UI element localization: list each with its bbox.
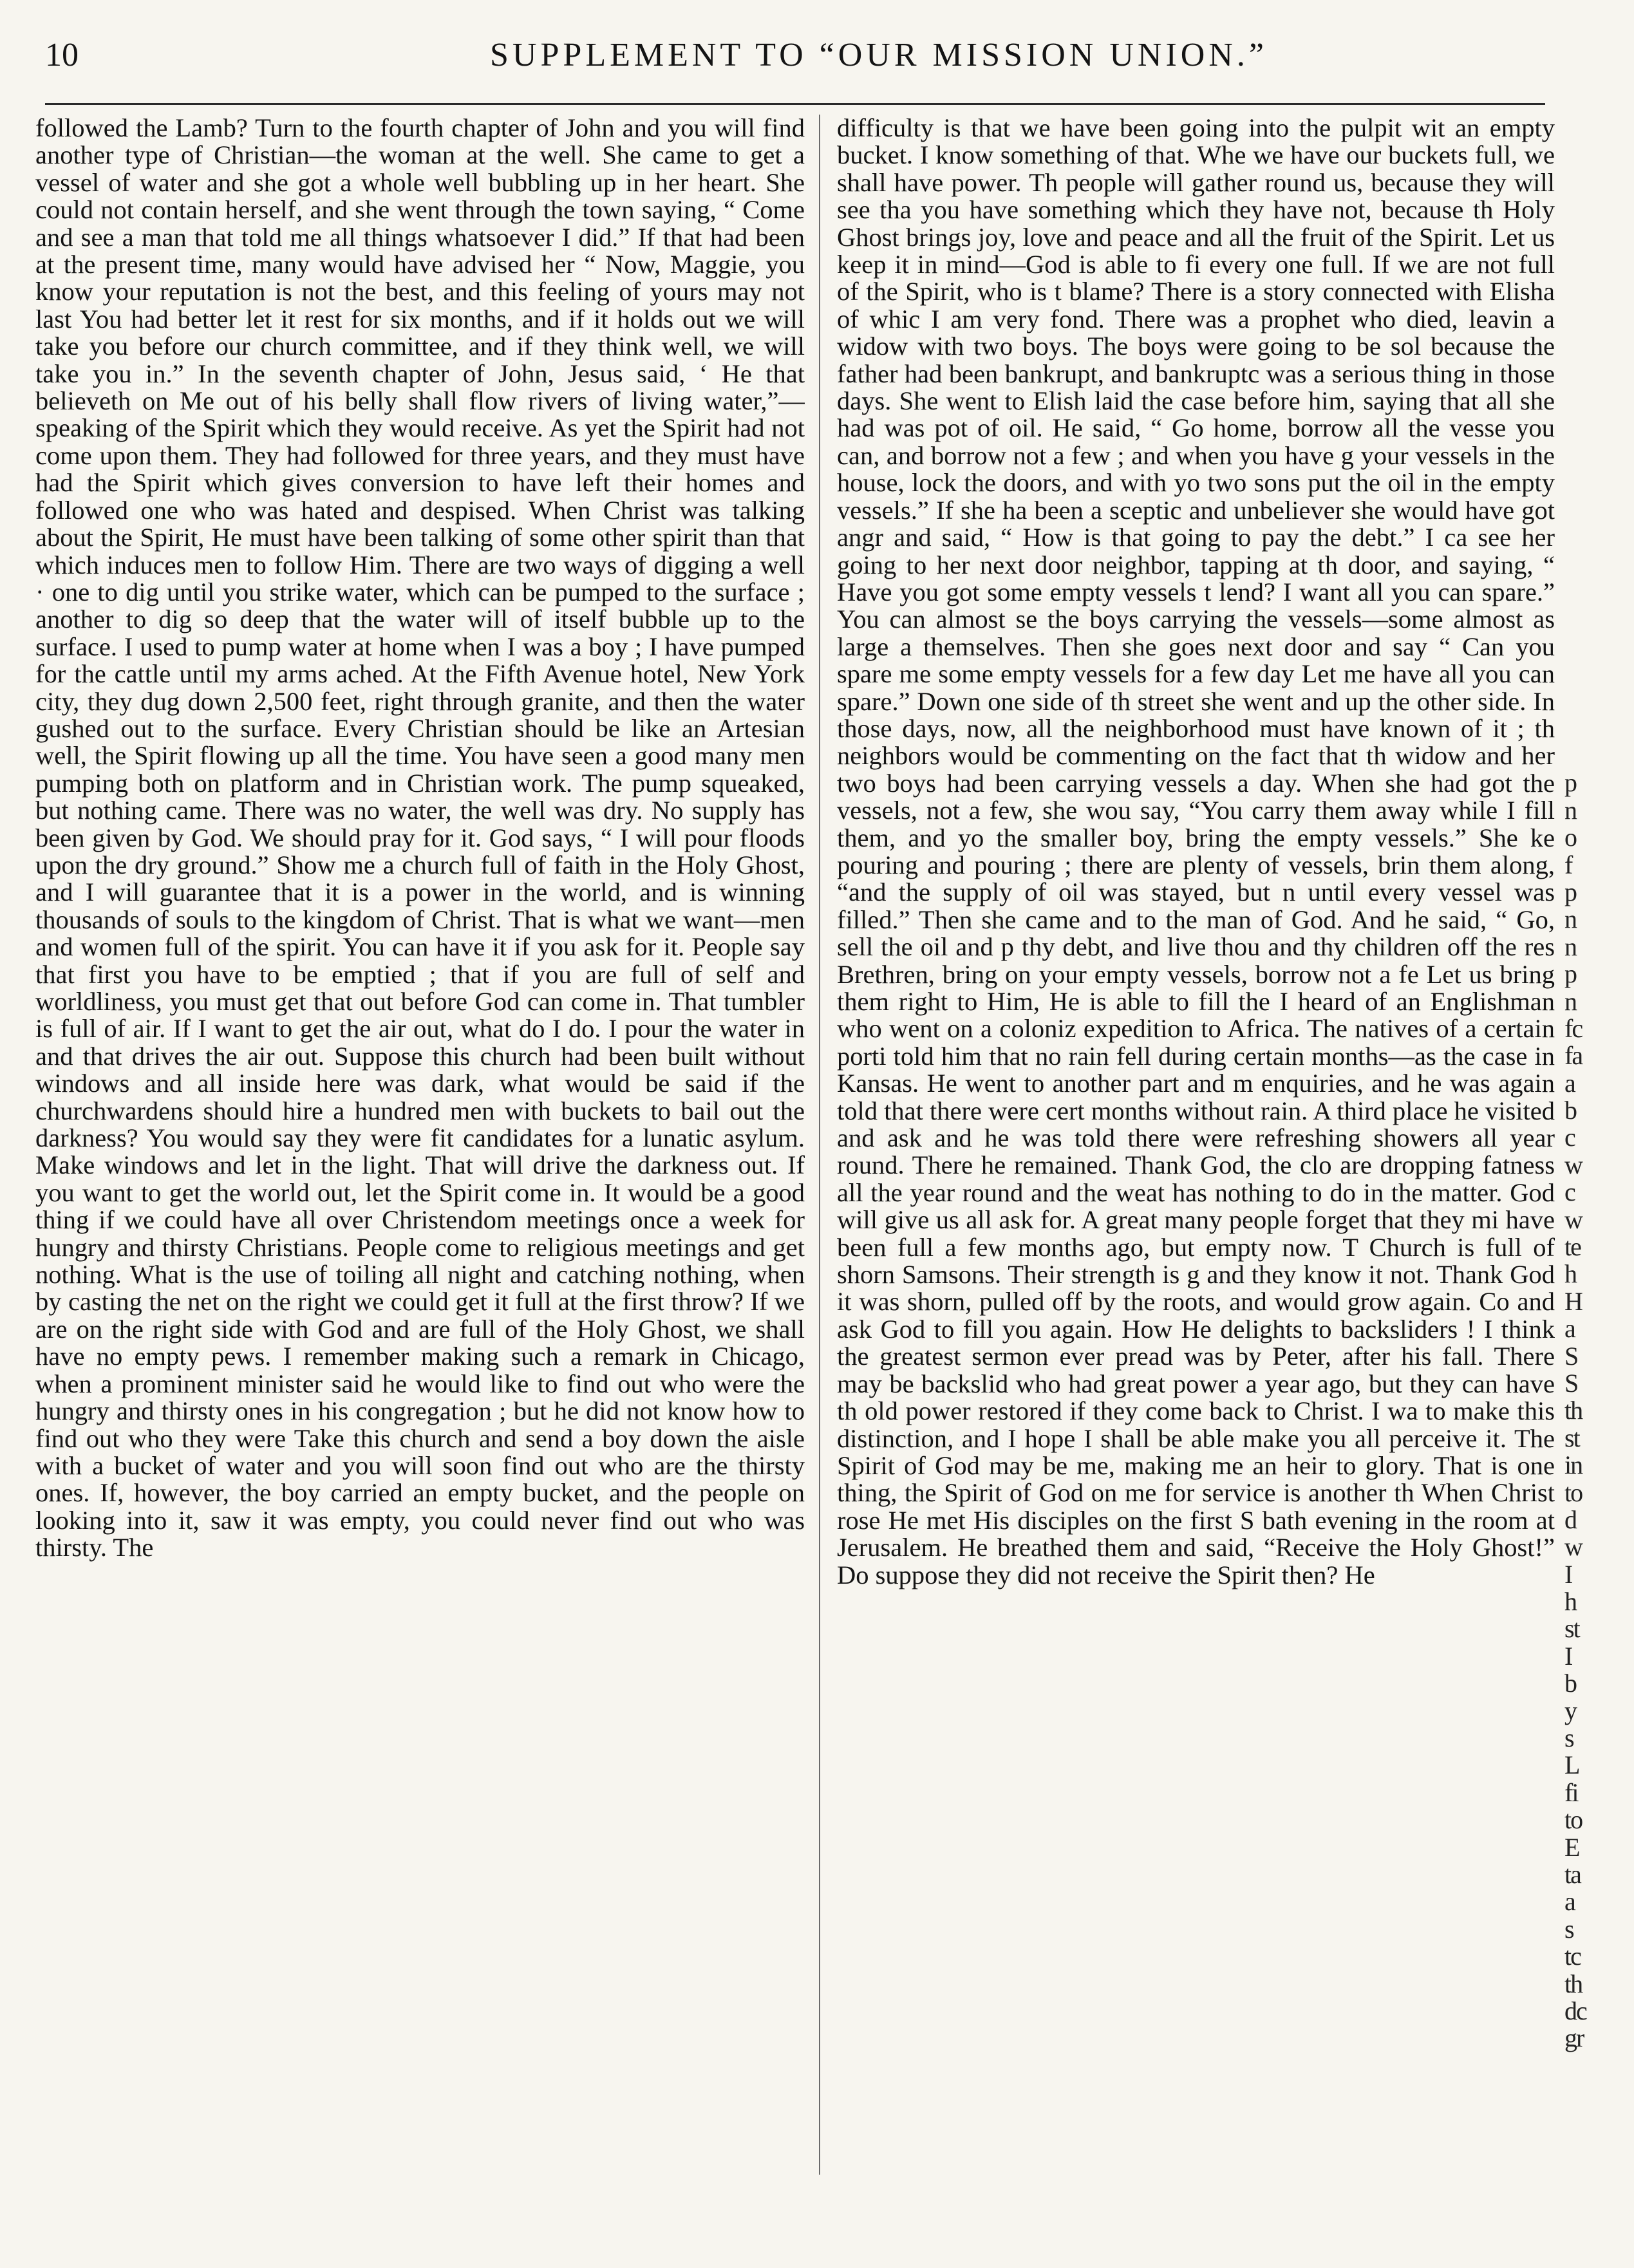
edge-fragment [1564,142,1622,169]
edge-fragment: o [1564,823,1576,852]
edge-fragment: a [1564,1068,1575,1098]
edge-fragment: in [1564,1450,1582,1480]
right-column-text: difficulty is that we have been going into the pulpit wit an empty bucket. I know something of that. Whe we have our buckets full, we shall have power. Th people will gather round us, because they will see tha you have something which they have not, because th Holy Ghost brings joy, love and peace and all the fruit of the Spirit. Let us keep it in mind—God is able to fi every one full. If we are not full of the Spirit, who is t blame? There is a story connected with Elisha of whic I am very fond. There was a prophet who died, leavin a widow with two boys. The boys were going to be sol because the father had been bankrupt, and bankruptc was a serious thing in those days. She went to Elish laid the case before him, saying that all she had was pot of oil. He said, “ Go home, borrow all the vesse you can, and borrow not a few ; and when you have g your vessels in the house, lock the doors, and with yo two sons put the oil in the empty vessels.” If she ha been a sceptic and unbeliever she would have got angr and said, “ How is that going to pay the debt.” I ca see her going to her next door neighbor, tapping at th door, and saying, “ Have you got some empty vessels t lend? I want all you can spare.” You can almost se the boys carrying the vessels—some almost as large a themselves. Then she goes next door and say “ Can you spare me some empty vessels for a few day Let me have all you can spare.” Down one side of th street she went and up the other side. In those days, now, all the neighborhood must have known of it ; th neighbors would be commenting on the fact that th widow and her two boys had been carrying vessels a day. When she had got the vessels, not a few, she wou say, “You carry them away while I fill them, and yo the smaller boy, bring the empty vessels.” She ke pouring and pouring ; there are plenty of vessels, brin them along, “and the supply of oil was stayed, but n until every vessel was filled.” Then she came and to the man of God. And he said, “ Go, sell the oil and p thy debt, and live thou and thy children off the res Brethren, bring on your empty vessels, borrow not a fe Let us bring them right to Him, He is able to fill the I heard of an Englishman who went on a coloniz expedition to Africa. The natives of a certain porti told him that no rain fell during certain months—as the case in Kansas. He went to another part and m enquiries, and he was again told that there were cert months without rain. A third place he visited and ask and he was told there were refreshing showers all year round. There he remained. Thank God, the clo are dropping fatness all the year round and the weat has nothing to do in the matter. God will give us all ask for. A great many people forget that they mi have been full a few months ago, but empty now. T Church is full of shorn Samsons. Their strength is g and they know it not. Thank God it was shorn, pulled off by the roots, and would grow again. Co and ask God to fill you again. How He delights to backsliders ! I think the greatest sermon ever pread was by Peter, after his fall. There may be backslid who had great power a year ago, but they can have th old power restored if they come back to Christ. I wa to make this distinction, and I hope I shall be able make you all perceive it. The Spirit of God may be me, making me an heir to glory. That is one thing, the Spirit of God on me for service is another th When Christ rose He met His disciples on the first S bath evening in the room at Jerusalem. He breathed them and said, “Receive the Holy Ghost!” Do suppose they did not receive the Spirit then? He [837,115,1555,1589]
column-divider [819,115,820,2175]
edge-fragment [1564,306,1622,333]
edge-fragment: tc [1564,1942,1581,1971]
edge-fragment: to [1564,1477,1582,1507]
edge-fragment: h [1564,1587,1576,1617]
edge-fragment: fc [1564,1013,1582,1043]
edge-fragment: b [1564,1669,1576,1698]
edge-fragment [1564,496,1622,523]
edge-fragment: b [1564,1096,1576,1125]
edge-fragment: a [1564,1887,1575,1917]
edge-fragment [1564,469,1622,496]
edge-fragment: s [1564,1914,1573,1944]
edge-fragment [1564,524,1622,551]
edge-fragment: th [1564,1396,1582,1425]
edge-fragment: p [1564,768,1576,798]
edge-fragment [1564,742,1622,769]
edge-fragment: s [1564,1723,1573,1753]
edge-fragment [1564,606,1622,633]
edge-fragment: w [1564,1150,1582,1179]
edge-fragment [1564,251,1622,278]
edge-fragment: to [1564,1805,1582,1835]
edge-fragment: H [1564,1286,1582,1316]
edge-fragment: S [1564,1341,1578,1371]
edge-fragment: a [1564,1314,1575,1344]
edge-fragment: h [1564,1259,1576,1289]
edge-fragment: te [1564,1232,1581,1262]
edge-fragment [1564,442,1622,469]
edge-fragment: w [1564,1532,1582,1562]
edge-fragment: p [1564,959,1576,989]
edge-fragment: fi [1564,1777,1578,1807]
edge-fragment [1564,224,1622,251]
left-column [35,115,805,2181]
edge-fragment: y [1564,1696,1576,1725]
right-column [837,115,1555,2181]
edge-fragment [1564,579,1622,606]
page-number: 10 [45,37,79,73]
edge-fragment: f [1564,850,1572,879]
edge-fragment [1564,169,1622,196]
edge-fragment: n [1564,904,1576,934]
edge-fragment: dc [1564,1996,1586,2025]
edge-fragment: L [1564,1750,1579,1780]
edge-fragment: n [1564,795,1576,825]
next-column-edge [1564,115,1622,2181]
edge-fragment [1564,115,1622,142]
edge-fragment: n [1564,986,1576,1016]
edge-fragment: d [1564,1504,1576,1534]
edge-fragment: I [1564,1641,1572,1671]
edge-fragment [1564,278,1622,305]
edge-fragment: E [1564,1832,1579,1862]
edge-fragment: n [1564,932,1576,961]
running-title: SUPPLEMENT TO “OUR MISSION UNION.” [490,37,1268,73]
left-column-text: followed the Lamb? Turn to the fourth chapter of John and you will find another type of Christian—the woman at the well. She came to get a vessel of water and she got a whole well bubbling up in her heart. She could not contain herself, and she went through the town saying, “ Come and see a man that told me all things whatsoever I did.” If that had been at the present time, many would have advised her “ Now, Maggie, you know your reputation is not the best, and this feeling of yours may not last You had better let it rest for six months, and if it holds out we will take you before our church committee, and if they think well, we will take you in.” In the seventh chapter of John, Jesus said, ‘ He that believeth on Me out of his belly shall flow rivers of living water,”—speaking of the Spirit which they would receive. As yet the Spirit had not come upon them. They had followed for three years, and they must have had the Spirit which gives conversion to have left their homes and followed one who was hated and despised. When Christ was talking about the Spirit, He must have been talking of some other spirit than that which induces men to follow Him. There are two ways of digging a well · one to dig until you strike water, which can be pumped to the surface ; another to dig so deep that the water will of itself bubble up to the surface. I used to pump water at home when I was a boy ; I have pumped for the cattle until my arms ached. At the Fifth Avenue hotel, New York city, they dug down 2,500 feet, right through granite, and then the water gushed out to the surface. Every Christian should be like an Artesian well, the Spirit flowing up all the time. You have seen a good many men pumping both on platform and in Christian work. The pump squeaked, but nothing came. There was no water, the well was dry. No supply has been given by God. We should pray for it. God says, “ I will pour floods upon the dry ground.” Show me a church full of faith in the Holy Ghost, and I will guarantee that it is a power in the world, and is winning thousands of souls to the kingdom of Christ. That is what we want—men and women full of the spirit. You can have it if you ask for it. People say that first you have to be emptied ; that if you are full of self and worldliness, you must get that out before God can come in. That tumbler is full of air. If I want to get the air out, what do I do. I pour the water in and that drives the air out. Suppose this church had been built without windows and all inside here was dark, what would be said if the churchwardens should hire a hundred men with buckets to bail out the darkness? You would say they were fit candidates for a lunatic asylum. Make windows and let in the light. That will drive the darkness out. If you want to get the world out, let the Spirit come in. It would be a good thing if we could have all over Christendom meetings once a week for hungry and thirsty Christians. People come to religious meetings and get nothing. What is the use of toiling all night and catching nothing, when by casting the net on the right we could get it full at the first throw? If we are on the right side with God and are full of the Holy Ghost, we shall have no empty pews. I remember making such a remark in Chicago, when a prominent minister said he would like to find out who were the hungry and thirsty ones in his congregation ; but he did not know how to find out who they were Take this church and send a boy down the aisle with a bucket of water and you will soon find out who are the thirsty ones. If, however, the boy carried an empty bucket, and the people on looking into it, saw it was empty, you could never find out who was thirsty. The [35,115,805,1562]
edge-fragment: I [1564,1559,1572,1589]
edge-fragment [1564,415,1622,442]
edge-fragment: st [1564,1423,1579,1452]
header-rule [45,103,1545,105]
edge-fragment [1564,661,1622,688]
edge-fragment [1564,361,1622,388]
edge-fragment: c [1564,1123,1575,1152]
edge-fragment: th [1564,1969,1582,1998]
edge-fragment [1564,688,1622,715]
edge-fragment: fa [1564,1041,1582,1071]
edge-fragment: S [1564,1368,1578,1398]
edge-fragment [1564,551,1622,578]
edge-fragment: w [1564,1204,1582,1234]
edge-fragment [1564,196,1622,223]
edge-fragment: st [1564,1614,1579,1644]
edge-fragment [1564,715,1622,742]
page-header [45,33,1545,91]
edge-fragment: c [1564,1177,1575,1207]
edge-fragment: ta [1564,1860,1581,1889]
edge-fragment [1564,333,1622,360]
edge-fragment: gr [1564,2023,1584,2053]
edge-fragment [1564,388,1622,415]
edge-fragment: p [1564,877,1576,906]
edge-fragment [1564,633,1622,660]
